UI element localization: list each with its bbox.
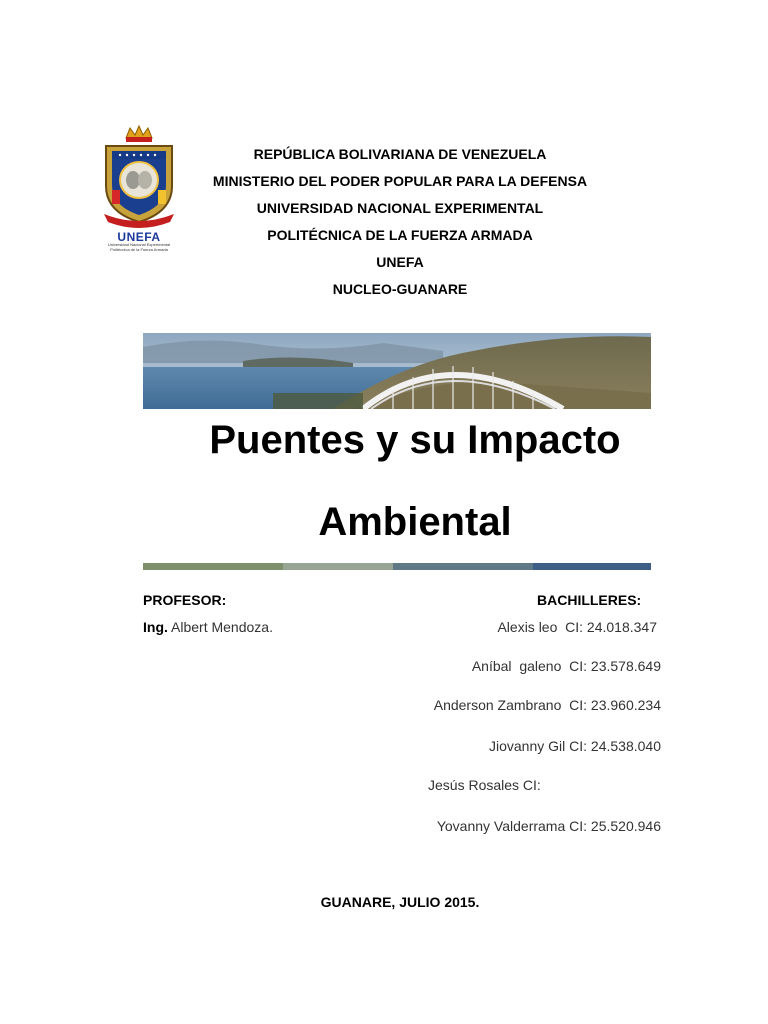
student-entry: Alexis leo CI: 24.018.347 [497, 619, 657, 635]
header-line-university: UNIVERSIDAD NACIONAL EXPERIMENTAL [256, 200, 544, 216]
place-date: GUANARE, JULIO 2015. [320, 894, 480, 910]
header-line-campus: NUCLEO-GUANARE [332, 281, 468, 297]
image-strip [143, 560, 651, 570]
students-heading: BACHILLERES: [537, 592, 642, 608]
bridge-banner-image [143, 333, 651, 409]
header-line-republic: REPÚBLICA BOLIVARIANA DE VENEZUELA [253, 146, 547, 162]
logo-acronym: UNEFA [117, 230, 161, 244]
professor-name: Albert Mendoza. [167, 619, 273, 635]
professor-heading: PROFESOR: [143, 592, 227, 608]
professor-title: Ing. [143, 619, 168, 635]
logo-subtitle [96, 243, 182, 252]
student-entry: Aníbal galeno CI: 23.578.649 [471, 658, 661, 674]
student-entry: Yovanny Valderrama CI: 25.520.946 [436, 818, 661, 834]
professor-line [143, 619, 273, 635]
document-title-line-2: Ambiental [318, 500, 512, 544]
student-entry: Jesús Rosales CI: [428, 777, 541, 793]
logo-subtitle-line-2: Politécnica de la Fuerza Armada [110, 246, 168, 252]
document-title-line-1: Puentes y su Impacto [209, 418, 621, 462]
header-line-ministry: MINISTERIO DEL PODER POPULAR PARA LA DEFENSA [212, 173, 588, 189]
student-entry: Anderson Zambrano CI: 23.960.234 [433, 697, 661, 713]
header-line-polytechnic: POLITÉCNICA DE LA FUERZA ARMADA [267, 227, 533, 243]
logo-subtitle-line-1: Universidad Nacional Experimental [107, 242, 171, 247]
student-entry: Jiovanny Gil CI: 24.538.040 [489, 738, 661, 754]
header-line-acronym: UNEFA [376, 254, 424, 270]
